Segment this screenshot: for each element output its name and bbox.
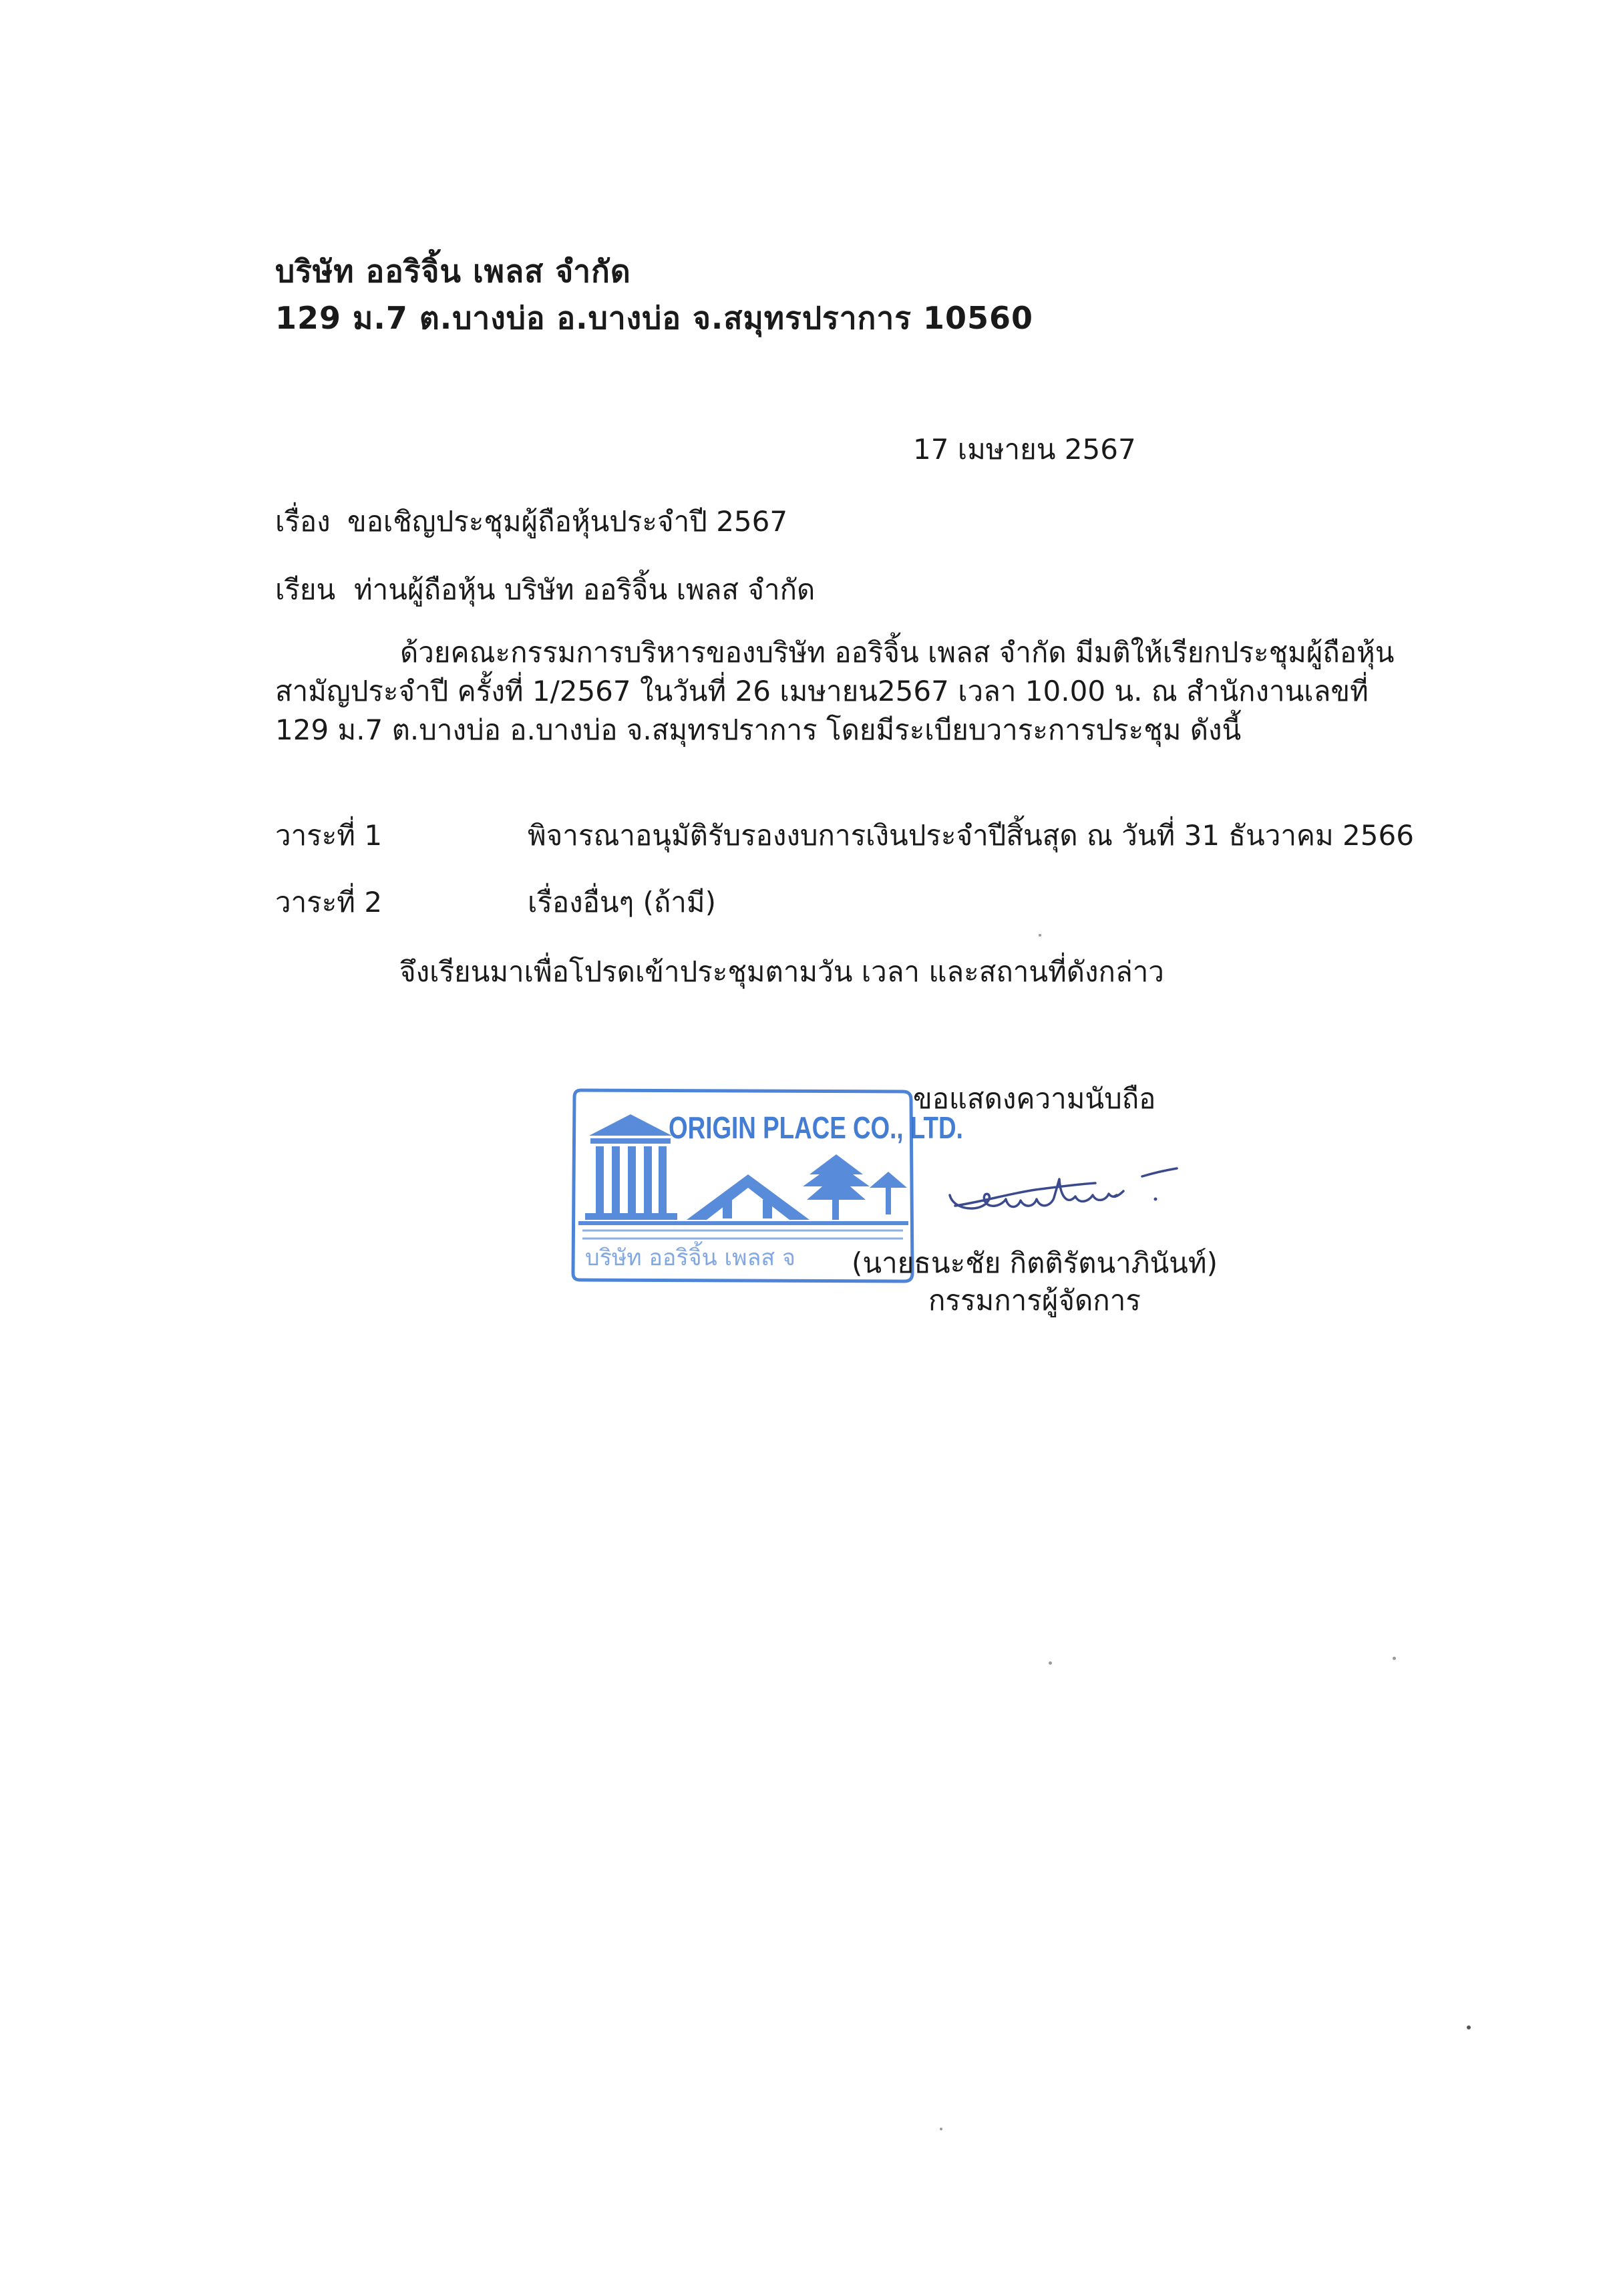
regards-text: ขอแสดงความนับถือ bbox=[913, 1082, 1156, 1115]
letter-date: 17 เมษายน 2567 bbox=[913, 433, 1136, 466]
agenda-1-text: พิจารณาอนุมัติรับรองงบการเงินประจำปีสิ้นสุด ณ วันที่ 31 ธันวาคม 2566 bbox=[528, 819, 1414, 852]
subject-label: เรื่อง bbox=[275, 505, 331, 538]
stamp-company-th: บริษัท ออริจิ้น เพลส จ bbox=[585, 1245, 795, 1271]
agenda-2-text: เรื่องอื่นๆ (ถ้ามี) bbox=[528, 886, 716, 919]
body-paragraph bbox=[275, 633, 1411, 750]
body-line: ด้วยคณะกรรมการบริหารของบริษัท ออริจิ้น เพลส จำกัด มีมติให้เรียกประชุมผู้ถือหุ้น bbox=[400, 636, 1395, 669]
body-line: สามัญประจำปี ครั้งที่ 1/2567 ในวันที่ 26 เมษายน2567 เวลา 10.00 น. ณ สำนักงานเลขที่ bbox=[275, 675, 1369, 707]
signer-position: กรรมการผู้จัดการ bbox=[928, 1284, 1141, 1317]
closing-text: จึงเรียนมาเพื่อโปรดเข้าประชุมตามวัน เวลา และสถานที่ดังกล่าว bbox=[399, 955, 1164, 988]
signer-name: (นายธนะชัย กิตติรัตนาภินันท์) bbox=[852, 1247, 1218, 1279]
scan-speck bbox=[1467, 2025, 1471, 2029]
stamp-company-en: ORIGIN PLACE CO., LTD. bbox=[669, 1110, 963, 1145]
recipient-label: เรียน bbox=[275, 573, 336, 606]
agenda-2-label: วาระที่ 2 bbox=[275, 886, 383, 919]
scan-speck bbox=[940, 2128, 942, 2130]
company-name: บริษัท ออริจิ้น เพลส จำกัด bbox=[275, 253, 631, 289]
subject-text: ขอเชิญประชุมผู้ถือหุ้นประจำปี 2567 bbox=[347, 505, 788, 538]
scan-speck bbox=[1393, 1657, 1396, 1660]
company-address: 129 ม.7 ต.บางบ่อ อ.บางบ่อ จ.สมุทรปราการ 10560 bbox=[275, 300, 1033, 336]
signature bbox=[942, 1152, 1182, 1226]
body-line: 129 ม.7 ต.บางบ่อ อ.บางบ่อ จ.สมุทรปราการ โดยมีระเบียบวาระการประชุม ดังนี้ bbox=[275, 713, 1242, 746]
agenda-1-label: วาระที่ 1 bbox=[275, 819, 383, 852]
scan-speck bbox=[1039, 934, 1041, 937]
scan-speck bbox=[1049, 1661, 1052, 1665]
recipient-text: ท่านผู้ถือหุ้น บริษัท ออริจิ้น เพลส จำกัด bbox=[354, 573, 816, 606]
